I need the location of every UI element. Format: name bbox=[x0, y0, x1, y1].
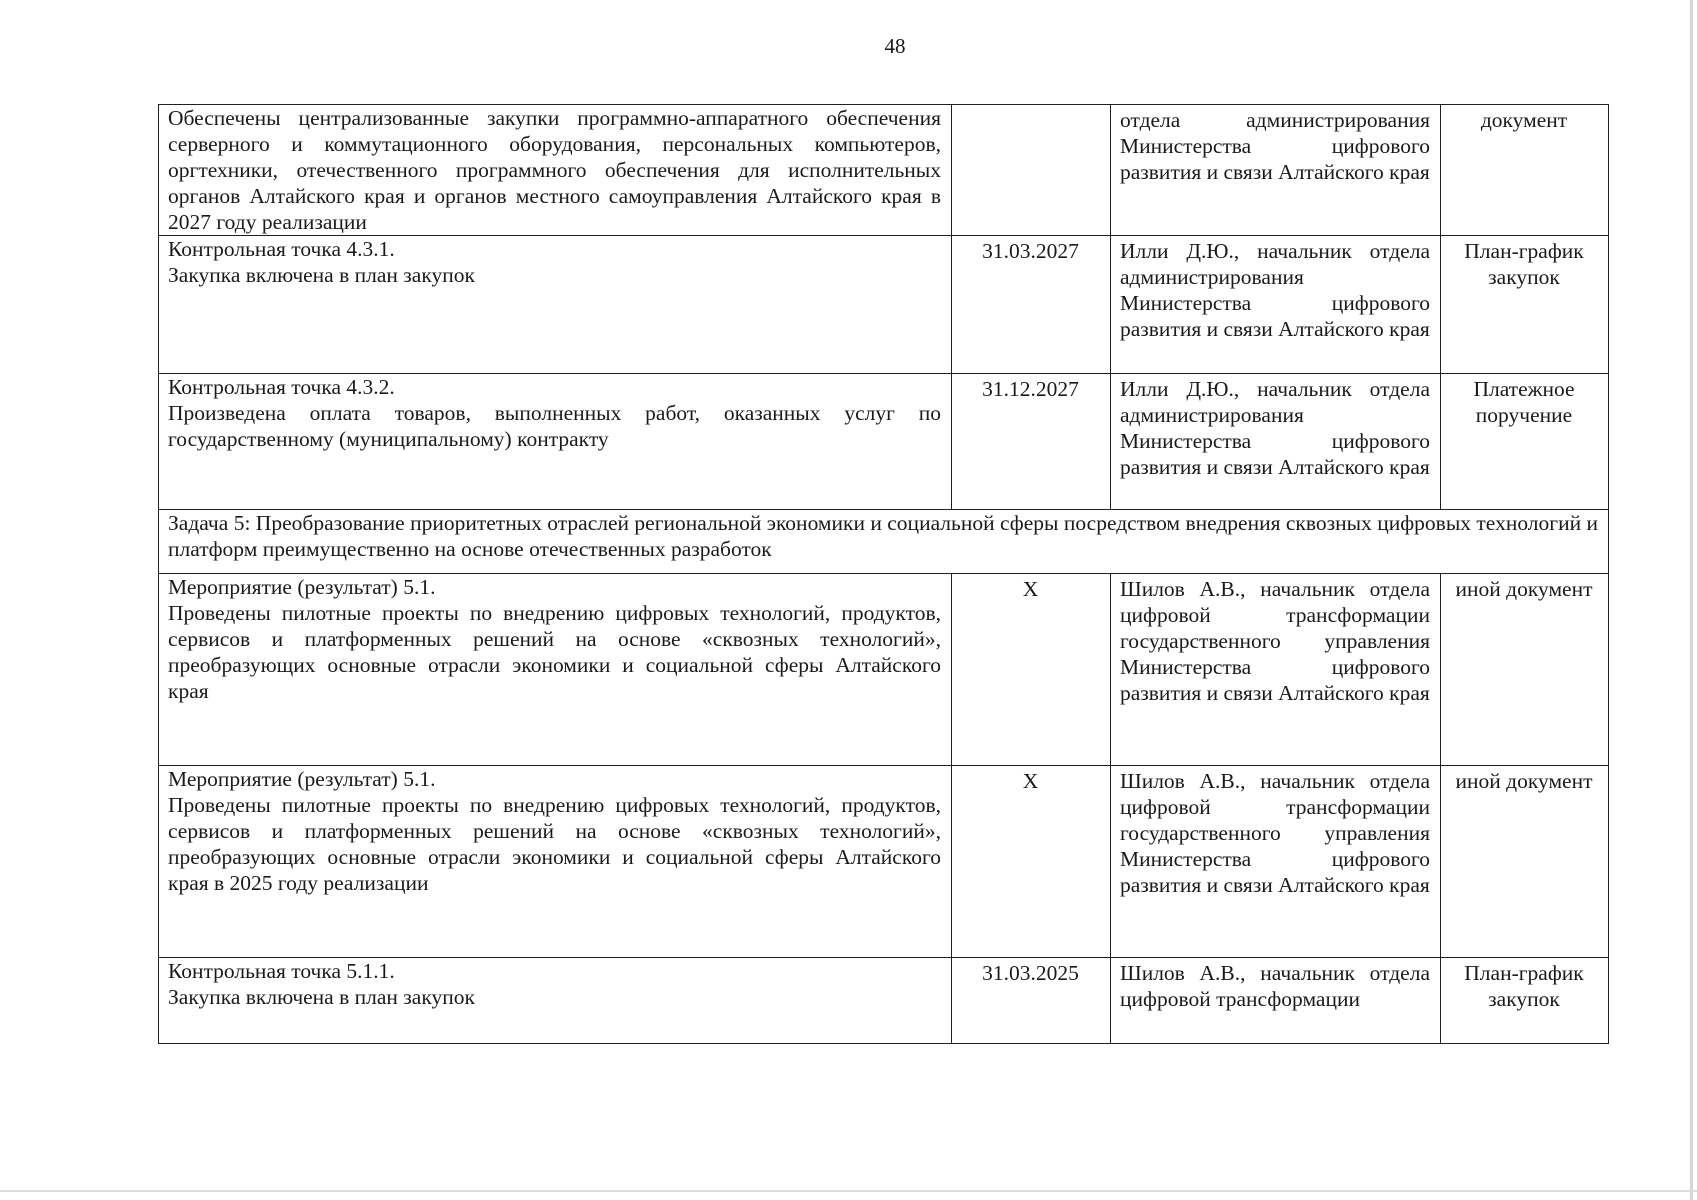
description-text: Произведена оплата товаров, выполненных работ, оказанных услуг по государственному (муниципальному) контракту bbox=[168, 401, 941, 451]
document-cell: документ bbox=[1441, 105, 1609, 236]
task-heading: Задача 5: Преобразование приоритетных отраслей региональной экономики и социальной сферы посредством внедрения сквозных цифровых технологий и платформ преимущественно на основе отечественных разработок bbox=[159, 510, 1609, 574]
document-cell: План-график закупок bbox=[1441, 958, 1609, 1044]
responsible-cell: Шилов А.В., начальник отдела цифровой трансформации государственного управления Министерства цифрового развития и связи Алтайского края bbox=[1111, 574, 1441, 766]
description-cell bbox=[159, 236, 952, 374]
description-text: Обеспечены централизованные закупки программно-аппаратного обеспечения серверного и коммутационного оборудования, персональных компьютеров, оргтехники, отечественного программного обеспечения для исполнительных органов Алтайского края и органов местного самоуправления Алтайского края в 2027 году реализации bbox=[168, 106, 941, 234]
scan-edge bbox=[0, 1190, 1697, 1192]
description-text: Закупка включена в план закупок bbox=[168, 263, 475, 287]
responsible-cell: Шилов А.В., начальник отдела цифровой трансформации bbox=[1111, 958, 1441, 1044]
description-text: Закупка включена в план закупок bbox=[168, 985, 475, 1009]
description-cell bbox=[159, 374, 952, 510]
date-cell: 31.12.2027 bbox=[952, 374, 1111, 510]
date-cell: 31.03.2027 bbox=[952, 236, 1111, 374]
responsible-cell: Илли Д.Ю., начальник отдела администрирования Министерства цифрового развития и связи Алтайского края bbox=[1111, 374, 1441, 510]
responsible-cell: Шилов А.В., начальник отдела цифровой трансформации государственного управления Министерства цифрового развития и связи Алтайского края bbox=[1111, 766, 1441, 958]
responsible-cell: отдела администрирования Министерства цифрового развития и связи Алтайского края bbox=[1111, 105, 1441, 236]
plan-table bbox=[158, 104, 1609, 1044]
date-cell: 31.03.2025 bbox=[952, 958, 1111, 1044]
page-number: 48 bbox=[884, 34, 906, 58]
document-cell: иной документ bbox=[1441, 574, 1609, 766]
table-row bbox=[159, 574, 1609, 766]
description-cell bbox=[159, 958, 952, 1044]
event-title: Мероприятие (результат) 5.1. bbox=[168, 767, 436, 791]
checkpoint-title: Контрольная точка 5.1.1. bbox=[168, 959, 395, 983]
document-cell: иной документ bbox=[1441, 766, 1609, 958]
description-cell bbox=[159, 766, 952, 958]
checkpoint-title: Контрольная точка 4.3.2. bbox=[168, 375, 395, 399]
date-cell: Х bbox=[952, 574, 1111, 766]
table-row bbox=[159, 105, 1609, 236]
scan-edge bbox=[1690, 0, 1693, 1200]
description-text: Проведены пилотные проекты по внедрению цифровых технологий, продуктов, сервисов и платформенных решений на основе «сквозных технологий», преобразующих основные отрасли экономики и социальной сферы Алтайского края в 2025 году реализации bbox=[168, 793, 941, 895]
description-text: Проведены пилотные проекты по внедрению цифровых технологий, продуктов, сервисов и платформенных решений на основе «сквозных технологий», преобразующих основные отрасли экономики и социальной сферы Алтайского края bbox=[168, 601, 941, 703]
description-cell bbox=[159, 574, 952, 766]
document-cell: Платежное поручение bbox=[1441, 374, 1609, 510]
date-cell bbox=[952, 105, 1111, 236]
document-cell: План-график закупок bbox=[1441, 236, 1609, 374]
date-cell: Х bbox=[952, 766, 1111, 958]
table-row bbox=[159, 374, 1609, 510]
description-cell bbox=[159, 105, 952, 236]
table-row bbox=[159, 766, 1609, 958]
table-row bbox=[159, 958, 1609, 1044]
responsible-cell: Илли Д.Ю., начальник отдела администрирования Министерства цифрового развития и связи Алтайского края bbox=[1111, 236, 1441, 374]
task-row bbox=[159, 510, 1609, 574]
event-title: Мероприятие (результат) 5.1. bbox=[168, 575, 436, 599]
table-row bbox=[159, 236, 1609, 374]
checkpoint-title: Контрольная точка 4.3.1. bbox=[168, 237, 395, 261]
